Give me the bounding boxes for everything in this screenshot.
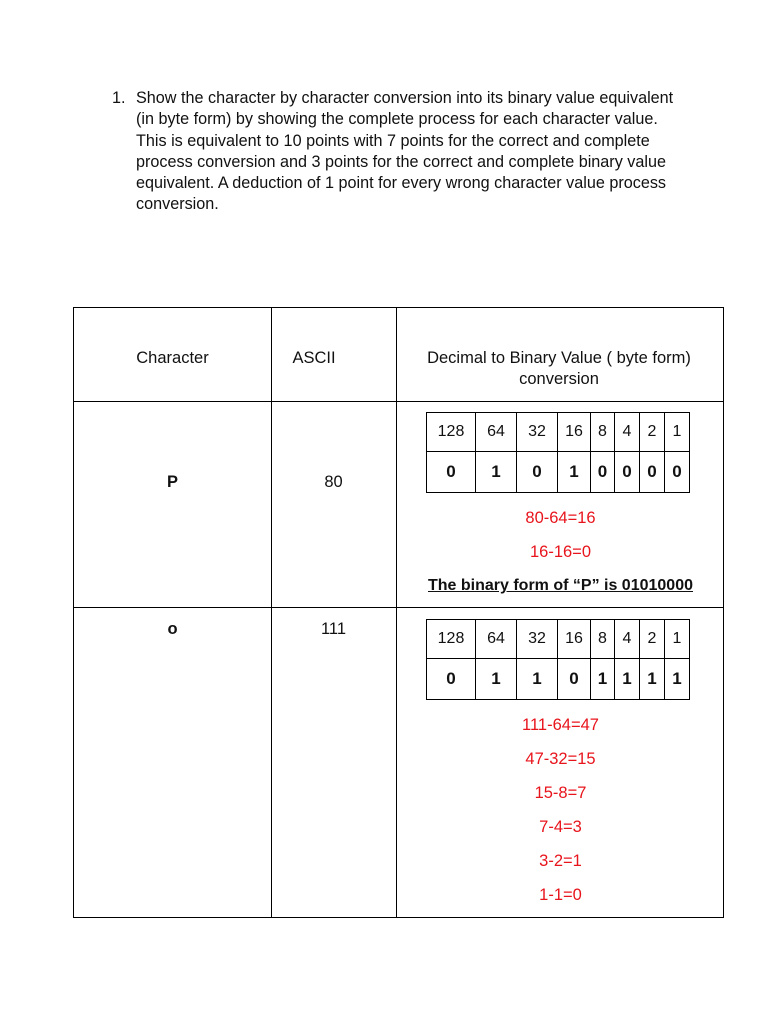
subtraction-step: 47-32=15 xyxy=(525,750,596,768)
place-value: 128 xyxy=(427,620,476,659)
bit-cell: 1 xyxy=(615,659,640,700)
subtraction-step: 1-1=0 xyxy=(539,886,582,904)
row-character: o xyxy=(167,620,178,638)
bit-cell: 0 xyxy=(665,452,690,493)
place-value: 32 xyxy=(517,413,558,452)
question-text: Show the character by character conversion into its binary value equivalent (in byte form) by showing the complete process for each character value. This is equivalent to 10 points with 7 points for the correct and complete process conversion and 3 points for the correct and complete binary value equivalent. A deduction of 1 point for every wrong character value process conversion. xyxy=(136,89,674,214)
place-value: 8 xyxy=(591,413,615,452)
place-value: 4 xyxy=(615,620,640,659)
bit-cell: 1 xyxy=(665,659,690,700)
place-value: 32 xyxy=(517,620,558,659)
row-conversion xyxy=(397,402,724,607)
bit-cell: 0 xyxy=(427,452,476,493)
bit-cell: 1 xyxy=(591,659,615,700)
place-value: 16 xyxy=(558,413,591,452)
header-ascii: ASCII xyxy=(292,349,336,367)
place-value: 128 xyxy=(427,413,476,452)
row-ascii: 80 xyxy=(324,473,343,491)
header-character: Character xyxy=(136,349,209,367)
question-number: 1. xyxy=(112,89,126,107)
bit-cell: 1 xyxy=(640,659,665,700)
header-conversion: Decimal to Binary Value ( byte form) conversion xyxy=(427,349,691,388)
bit-cell: 1 xyxy=(517,659,558,700)
column-divider xyxy=(271,308,272,917)
subtraction-step: 15-8=7 xyxy=(534,784,587,802)
subtraction-step: 16-16=0 xyxy=(529,543,591,561)
place-value: 2 xyxy=(640,413,665,452)
place-value: 8 xyxy=(591,620,615,659)
subtraction-step: 80-64=16 xyxy=(525,509,596,527)
subtraction-step: 3-2=1 xyxy=(539,852,582,870)
bit-cell: 1 xyxy=(476,452,517,493)
bit-cell: 0 xyxy=(615,452,640,493)
conversion-table xyxy=(73,307,724,918)
place-value: 4 xyxy=(615,413,640,452)
row-ascii: 111 xyxy=(320,620,347,638)
bit-cell: 1 xyxy=(558,452,591,493)
bit-cell: 0 xyxy=(591,452,615,493)
row-conversion xyxy=(397,608,724,918)
binary-table xyxy=(426,619,690,700)
bit-cell: 0 xyxy=(517,452,558,493)
bit-cell: 0 xyxy=(427,659,476,700)
row-character: P xyxy=(166,473,178,491)
bit-cell: 0 xyxy=(640,452,665,493)
place-value: 64 xyxy=(476,413,517,452)
binary-table xyxy=(426,412,690,493)
place-value: 1 xyxy=(665,620,690,659)
binary-conclusion: The binary form of “P” is 01010000 xyxy=(428,577,693,594)
place-value: 16 xyxy=(558,620,591,659)
place-value: 2 xyxy=(640,620,665,659)
place-value: 64 xyxy=(476,620,517,659)
subtraction-step: 111-64=47 xyxy=(522,716,599,734)
place-value: 1 xyxy=(665,413,690,452)
bit-cell: 0 xyxy=(558,659,591,700)
bit-cell: 1 xyxy=(476,659,517,700)
subtraction-step: 7-4=3 xyxy=(539,818,582,836)
